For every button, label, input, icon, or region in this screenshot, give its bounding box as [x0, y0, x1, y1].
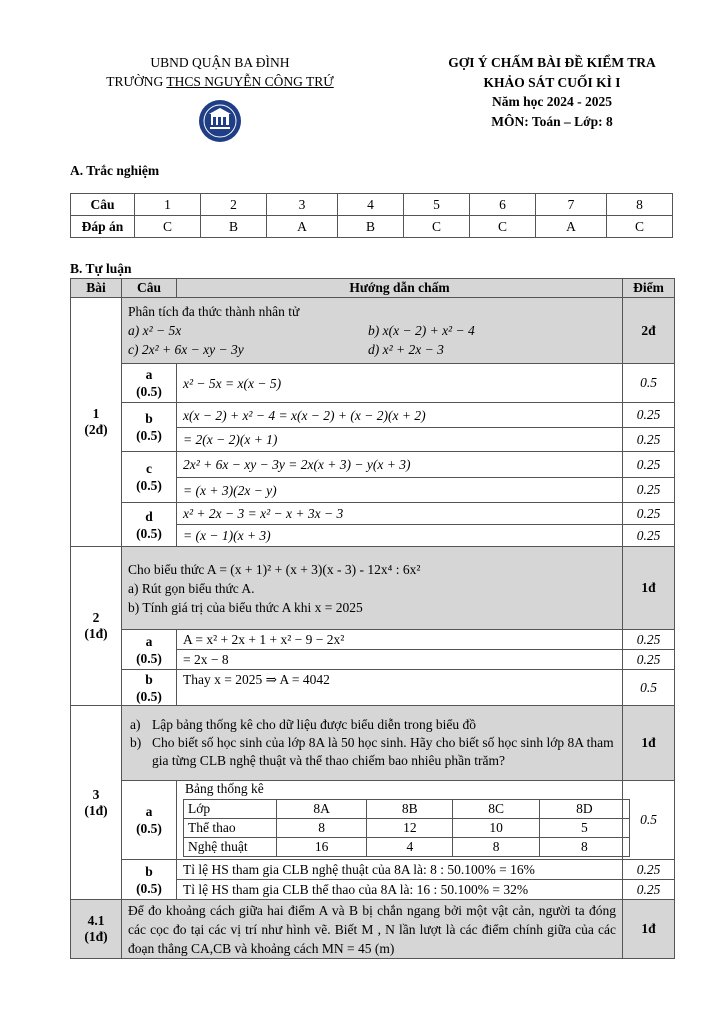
- b1-a-answer: x² − 5x = x(x − 5): [177, 364, 623, 403]
- stats-cell: 16: [277, 838, 367, 857]
- mc-answer: B: [201, 216, 267, 238]
- b2-a-score2: 0.25: [623, 650, 675, 670]
- b1-points: (2đ): [84, 422, 108, 437]
- b1-a-row: [71, 364, 675, 403]
- col-huong-dan: Hướng dẫn chấm: [177, 279, 623, 298]
- stats-cell: 8: [539, 838, 629, 857]
- b3-a-cell: [122, 781, 177, 860]
- stats-table: [183, 799, 630, 857]
- b3-b-score2: 0.25: [623, 880, 675, 900]
- mc-num: 3: [267, 194, 338, 216]
- b3-qa-text: Lập bảng thống kê cho dữ liệu được biểu diễn trong biểu đồ: [152, 717, 476, 732]
- b1-qd: d) x² + 2x − 3: [368, 342, 444, 357]
- b3-table-title: Bảng thống kê: [185, 781, 264, 796]
- b41-question-row: [71, 900, 675, 959]
- b2-a-step2: = 2x − 8: [177, 650, 623, 670]
- stats-head: 8C: [453, 800, 539, 819]
- b1-qc: c) 2x² + 6x − xy − 3y: [128, 342, 244, 357]
- b41-points: (1đ): [84, 929, 108, 944]
- b1-d-score1: 0.25: [623, 503, 675, 525]
- b1-c-step2: = (x + 3)(2x − y): [177, 478, 623, 503]
- b1-b-cell: [122, 403, 177, 452]
- b2-b-cell: [122, 670, 177, 706]
- b1-number: 1: [92, 406, 100, 421]
- stats-cell: 4: [367, 838, 453, 857]
- stats-head: Lớp: [184, 800, 277, 819]
- b3-question-row: [71, 706, 675, 781]
- b2-a-score1: 0.25: [623, 630, 675, 650]
- b1-d-step1: x² + 2x − 3 = x² − x + 3x − 3: [177, 503, 623, 525]
- stats-row-arts: [184, 838, 630, 857]
- b2-question: [122, 547, 623, 630]
- stats-cell: 12: [367, 819, 453, 838]
- school-name: [70, 72, 370, 91]
- b1-d-step2: = (x − 1)(x + 3): [177, 525, 623, 547]
- grading-table: [70, 278, 675, 959]
- b3-qa-item: [130, 716, 622, 734]
- mc-num: 6: [470, 194, 536, 216]
- mc-num: 4: [337, 194, 403, 216]
- stats-head: 8D: [539, 800, 629, 819]
- b3-points: (1đ): [84, 802, 108, 818]
- b41-number: 4.1: [87, 913, 105, 928]
- stats-header-row: [184, 800, 630, 819]
- b1-c-step1: 2x² + 6x − xy − 3y = 2x(x + 3) − y(x + 3): [177, 452, 623, 478]
- section-b-title: B. Tự luận: [70, 261, 132, 276]
- school-prefix: TRƯỜNG: [106, 74, 167, 89]
- mc-answer: A: [267, 216, 338, 238]
- b1-b-row1: [71, 403, 675, 428]
- b3-a-points: (0.5): [136, 821, 162, 836]
- stats-cell: Thể thao: [184, 819, 277, 838]
- b3-number: 3: [92, 786, 100, 802]
- b2-a-points: (0.5): [136, 650, 162, 666]
- stats-cell: Nghệ thuật: [184, 838, 277, 857]
- header-right: [420, 53, 684, 131]
- b41-bai-cell: [71, 900, 122, 959]
- b1-question-row: [71, 298, 675, 364]
- b1-b-label: b: [145, 411, 153, 426]
- b1-c-score2: 0.25: [623, 478, 675, 503]
- b41-question: Để đo khoảng cách giữa hai điểm A và B bị chắn ngang bởi một vật cản, người ta đóng các cọc đo tại các vị trí như hình vẽ. Biết M , N lần lượt là các điểm chính giữa của các đoạn thẳng CA,CB và khoảng cách MN = 45 (m): [122, 900, 623, 959]
- b2-bai-cell: [71, 547, 122, 706]
- b1-question: [122, 298, 623, 364]
- b3-b-points: (0.5): [136, 880, 162, 896]
- b2-b-step1: Thay x = 2025 ⇒ A = 4042: [177, 670, 623, 706]
- b2-qb: b) Tính giá trị của biểu thức A khi x = 2025: [128, 599, 363, 615]
- b1-total: 2đ: [623, 298, 675, 364]
- mc-row-questions: [71, 194, 673, 216]
- b1-c-score1: 0.25: [623, 452, 675, 478]
- b3-b-cell: [122, 860, 177, 900]
- b2-points: (1đ): [84, 626, 108, 641]
- b2-question-row: [71, 547, 675, 630]
- b3-b-step2: Tỉ lệ HS tham gia CLB thể thao của 8A là: 16 : 50.100% = 32%: [177, 880, 623, 900]
- b3-b-score1: 0.25: [623, 860, 675, 880]
- district-name: UBND QUẬN BA ĐÌNH: [150, 55, 290, 70]
- b41-total: 1đ: [623, 900, 675, 959]
- col-diem: Điểm: [623, 279, 675, 298]
- mc-answer: C: [470, 216, 536, 238]
- b2-a-row1: [71, 630, 675, 650]
- b3-total: 1đ: [623, 706, 675, 781]
- b1-a-cell: [122, 364, 177, 403]
- b1-d-cell: [122, 503, 177, 547]
- b3-a-answer: [177, 781, 623, 860]
- b1-c-cell: [122, 452, 177, 503]
- b1-b-points: (0.5): [136, 428, 162, 443]
- b1-b-score2: 0.25: [623, 428, 675, 452]
- mc-row-answers: [71, 216, 673, 238]
- b3-qb-item: [130, 734, 622, 770]
- stats-row-sports: [184, 819, 630, 838]
- mc-num: 2: [201, 194, 267, 216]
- doc-subtitle: KHẢO SÁT CUỐI KÌ I: [483, 74, 621, 90]
- b2-b-label: b: [145, 671, 153, 687]
- multiple-choice-table: [70, 193, 673, 238]
- b1-d-label: d: [145, 508, 153, 524]
- mc-answer: B: [337, 216, 403, 238]
- b1-bai-cell: [71, 298, 122, 547]
- b3-qb-label: b): [130, 735, 142, 750]
- mc-num: 5: [403, 194, 469, 216]
- b1-qb: b) x(x − 2) + x² − 4: [368, 323, 475, 338]
- b2-b-row: [71, 670, 675, 706]
- school-title: THCS NGUYỄN CÔNG TRỨ: [166, 74, 334, 89]
- subject: MÔN: Toán – Lớp: 8: [491, 113, 613, 129]
- b3-a-score: 0.5: [623, 781, 675, 860]
- b2-b-points: (0.5): [136, 688, 162, 704]
- b1-b-score1: 0.25: [623, 403, 675, 428]
- b3-b-step1: Tỉ lệ HS tham gia CLB nghệ thuật của 8A là: 8 : 50.100% = 16%: [177, 860, 623, 880]
- doc-title: GỢI Ý CHẤM BÀI ĐỀ KIỂM TRA: [448, 55, 656, 70]
- b1-c-points: (0.5): [136, 478, 162, 493]
- b1-d-score2: 0.25: [623, 525, 675, 547]
- stats-head: 8A: [277, 800, 367, 819]
- b3-a-row: [71, 781, 675, 860]
- b1-qa: a) x² − 5x: [128, 323, 182, 338]
- b3-b-row1: [71, 860, 675, 880]
- b2-b-score1: 0.5: [623, 670, 675, 706]
- school-year: Năm học 2024 - 2025: [492, 94, 612, 109]
- b1-a-score: 0.5: [623, 364, 675, 403]
- b1-c-row1: [71, 452, 675, 478]
- stats-head: 8B: [367, 800, 453, 819]
- b3-qa-label: a): [130, 717, 141, 732]
- b2-number: 2: [92, 610, 100, 625]
- col-bai: Bài: [71, 279, 122, 298]
- header-left: [70, 53, 370, 91]
- b2-intro: Cho biểu thức A = (x + 1)² + (x + 3)(x - 3) - 12x⁴ : 6x²: [128, 561, 421, 577]
- mc-header-dapan: Đáp án: [71, 216, 135, 238]
- mc-header-cau: Câu: [71, 194, 135, 216]
- b1-b-step1: x(x − 2) + x² − 4 = x(x − 2) + (x − 2)(x + 2): [177, 403, 623, 428]
- b1-a-label: a: [145, 367, 153, 382]
- b3-b-label: b: [145, 863, 153, 879]
- b3-question: [122, 706, 623, 781]
- b3-qb-text: Cho biết số học sinh của lớp 8A là 50 học sinh. Hãy cho biết số học sinh lớp 8A tham gia từng CLB nghệ thuật và thể thao chiếm bao nhiêu phần trăm?: [152, 735, 614, 768]
- b1-d-points: (0.5): [136, 525, 162, 541]
- mc-num: 7: [536, 194, 607, 216]
- b2-a-cell: [122, 630, 177, 670]
- mc-answer: C: [135, 216, 201, 238]
- stats-cell: 8: [277, 819, 367, 838]
- b1-a-points: (0.5): [136, 384, 162, 399]
- b1-intro: Phân tích đa thức thành nhân tử: [128, 304, 300, 319]
- b3-a-label: a: [145, 804, 153, 819]
- stats-cell: 10: [453, 819, 539, 838]
- b2-total: 1đ: [623, 547, 675, 630]
- b1-d-row1: [71, 503, 675, 525]
- grading-header-row: [71, 279, 675, 298]
- stats-cell: 8: [453, 838, 539, 857]
- school-logo-icon: [196, 99, 244, 143]
- mc-answer: A: [536, 216, 607, 238]
- section-a-title: A. Trắc nghiệm: [70, 163, 160, 178]
- mc-num: 8: [606, 194, 672, 216]
- b1-b-step2: = 2(x − 2)(x + 1): [177, 428, 623, 452]
- b1-c-label: c: [146, 461, 152, 476]
- b2-a-label: a: [145, 633, 153, 649]
- mc-answer: C: [403, 216, 469, 238]
- b3-bai-cell: [71, 706, 122, 900]
- col-cau: Câu: [122, 279, 177, 298]
- stats-cell: 5: [539, 819, 629, 838]
- mc-num: 1: [135, 194, 201, 216]
- b2-qa: a) Rút gọn biểu thức A.: [128, 580, 255, 596]
- mc-answer: C: [606, 216, 672, 238]
- b2-a-step1: A = x² + 2x + 1 + x² − 9 − 2x²: [177, 630, 623, 650]
